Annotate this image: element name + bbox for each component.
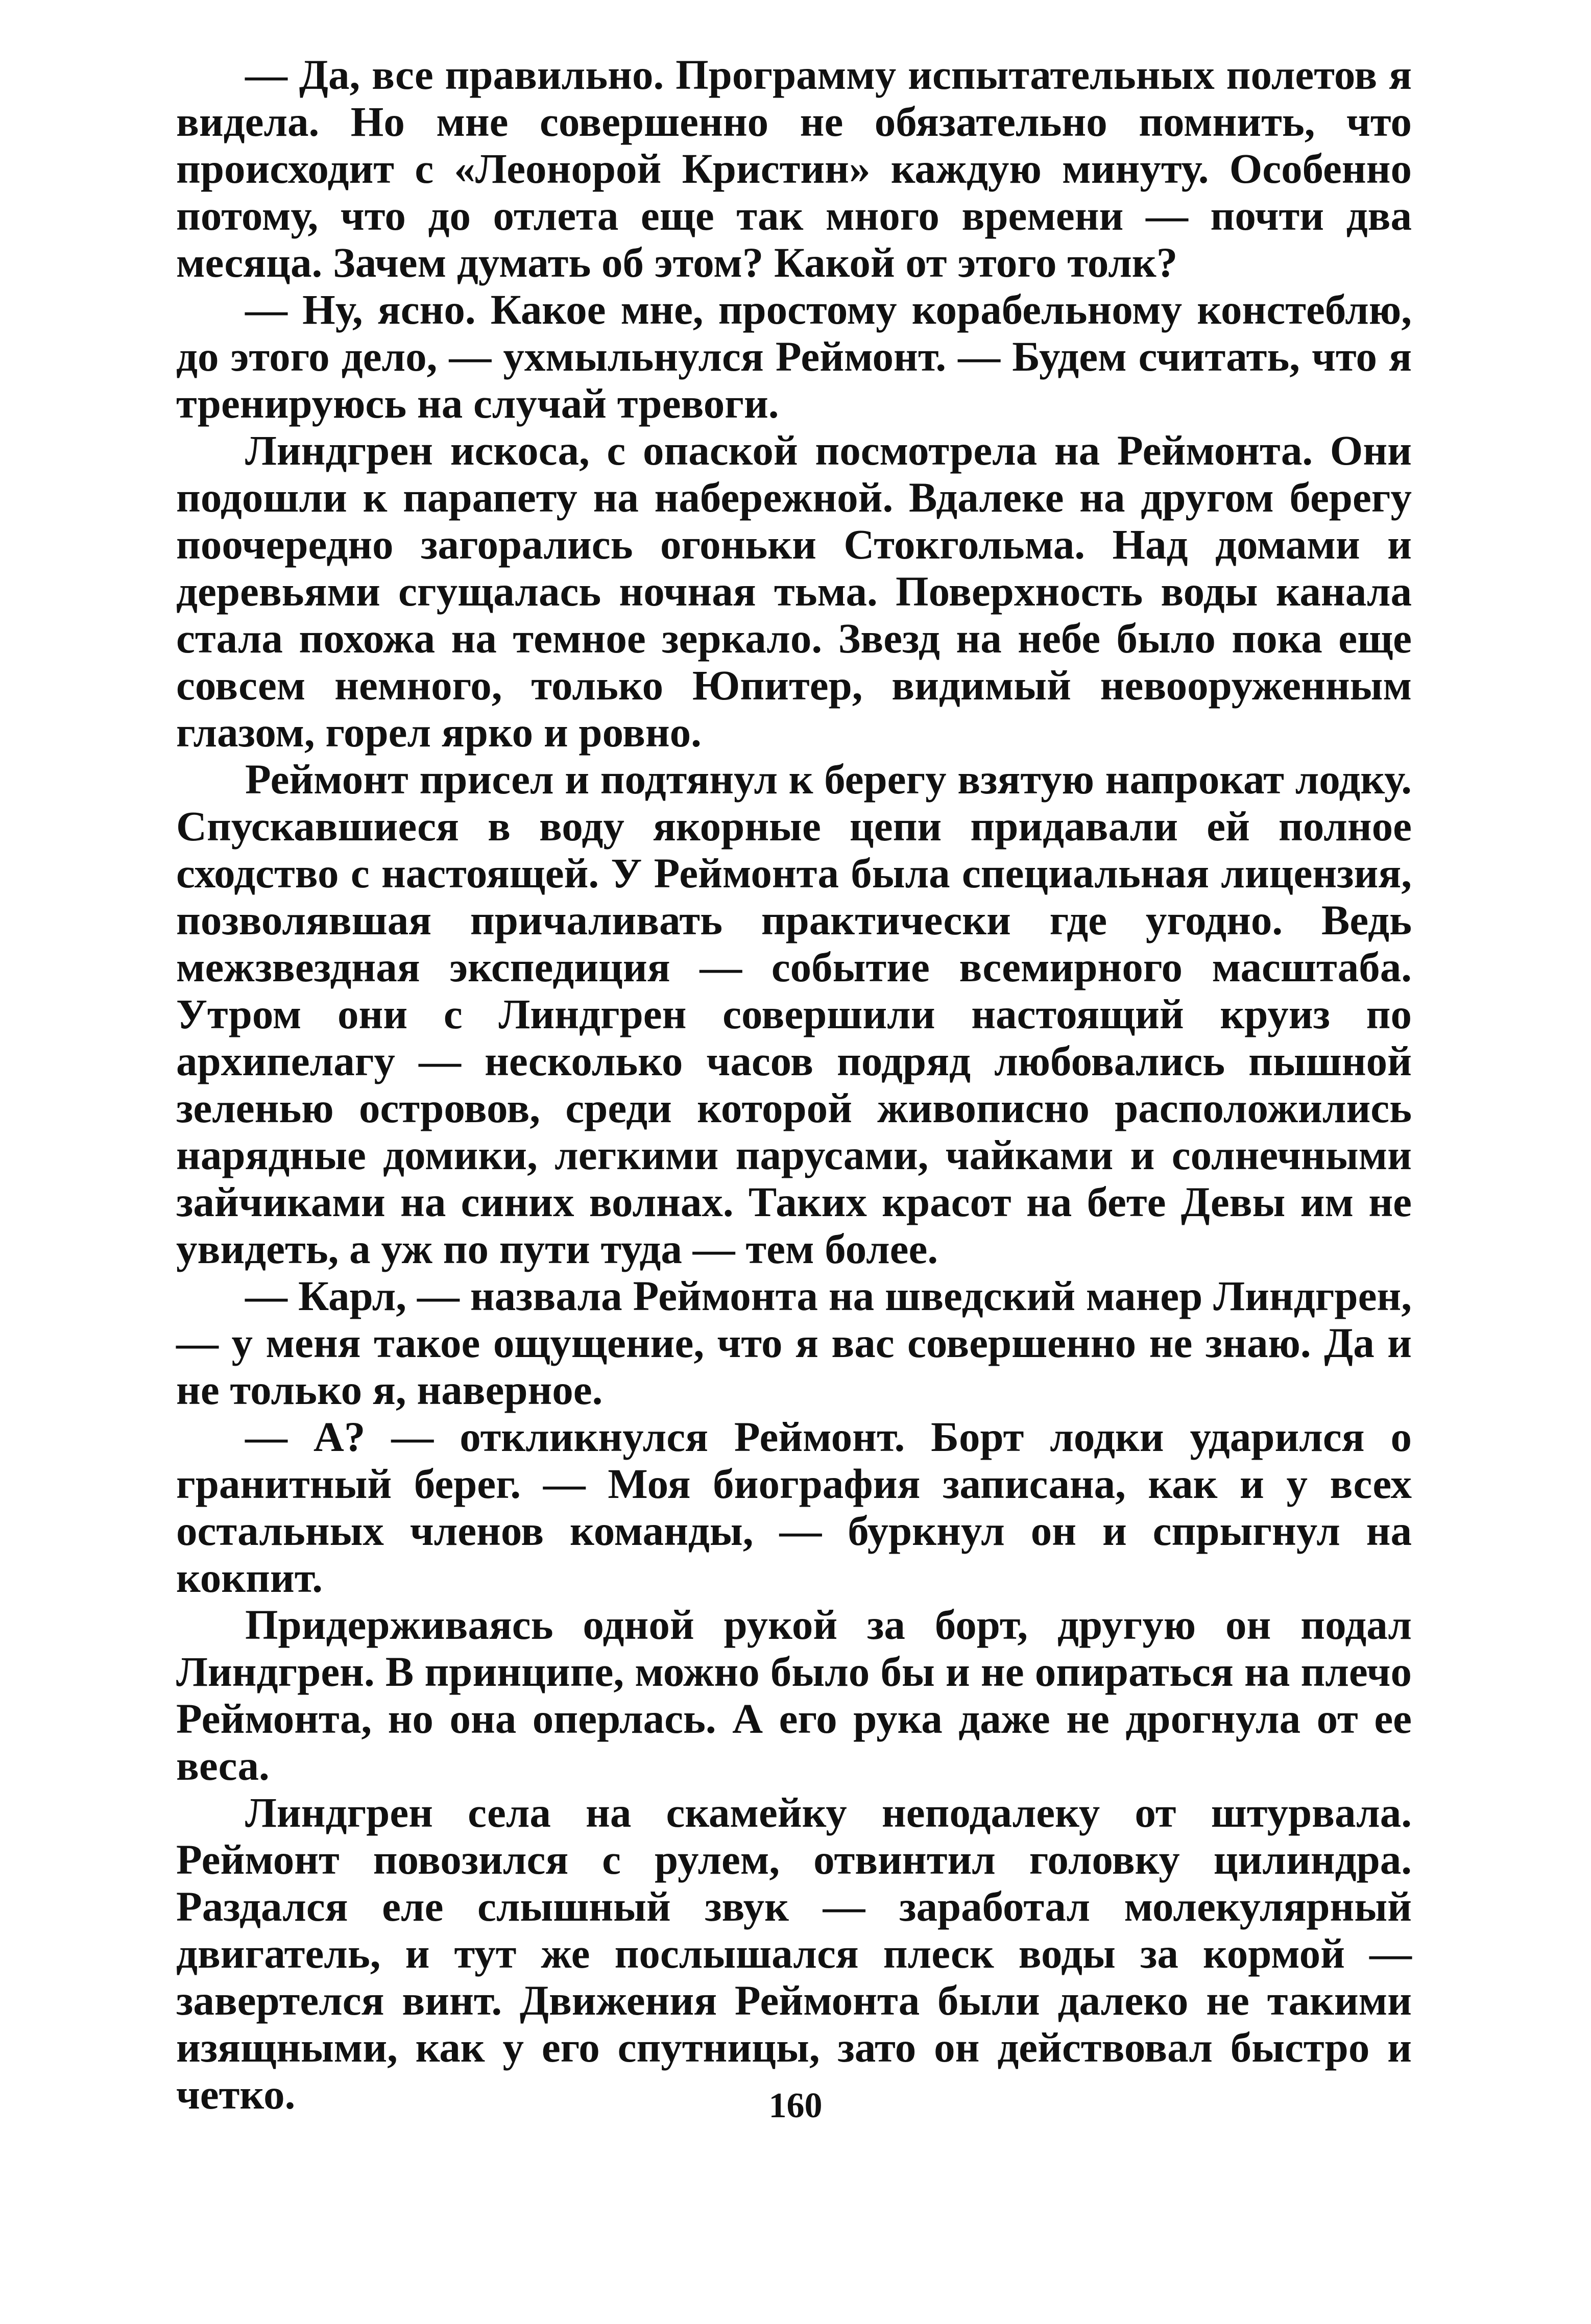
paragraph-5: — Карл, — назвала Реймонта на шведский манер Линдгрен, — у меня такое ощущение, что я вас совершенно не знаю. Да и не только я, наверное. xyxy=(176,1272,1412,1413)
page-number: 160 xyxy=(768,2086,823,2125)
paragraph-6: — А? — откликнулся Реймонт. Борт лодки ударился о гранитный берег. — Моя биография записана, как и у всех остальных членов команды, — буркнул он и спрыгнул на кокпит. xyxy=(176,1413,1412,1601)
paragraph-7: Придерживаясь одной рукой за борт, другую он подал Линдгрен. В принципе, можно было бы и не опираться на плечо Реймонта, но она оперлась. А его рука даже не дрогнула от ее веса. xyxy=(176,1601,1412,1789)
page-body xyxy=(176,51,1412,2118)
paragraph-3: Линдгрен искоса, с опаской посмотрела на Реймонта. Они подошли к парапету на набережной. Вдалеке на другом берегу поочередно загорались огоньки Стокгольма. Над домами и деревьями сгущалась ночная тьма. Поверхность воды канала стала похожа на темное зеркало. Звезд на небе было пока еще совсем немного, только Юпитер, видимый невооруженным глазом, горел ярко и ровно. xyxy=(176,427,1412,756)
paragraph-4: Реймонт присел и подтянул к берегу взятую напрокат лодку. Спускавшиеся в воду якорные цепи придавали ей полное сходство с настоящей. У Реймонта была специальная лицензия, позволявшая причаливать практически где угодно. Ведь межзвездная экспедиция — событие всемирного масштаба. Утром они с Линдгрен совершили настоящий круиз по архипелагу — несколько часов подряд любовались пышной зеленью островов, среди которой живописно расположились нарядные домики, легкими парусами, чайками и солнечными зайчиками на синих волнах. Таких красот на бете Девы им не увидеть, а уж по пути туда — тем более. xyxy=(176,756,1412,1272)
paragraph-8: Линдгрен села на скамейку неподалеку от штурвала. Реймонт повозился с рулем, отвинтил головку цилиндра. Раздался еле слышный звук — заработал молекулярный двигатель, и тут же послышался плеск воды за кормой — завертелся винт. Движения Реймонта были далеко не такими изящными, как у его спутницы, зато он действовал быстро и четко. xyxy=(176,1789,1412,2118)
paragraph-1: — Да, все правильно. Программу испытательных полетов я видела. Но мне совершенно не обязательно помнить, что происходит с «Леонорой Кристин» каждую минуту. Особенно потому, что до отлета еще так много времени — почти два месяца. Зачем думать об этом? Какой от этого толк? xyxy=(176,51,1412,286)
paragraph-2: — Ну, ясно. Какое мне, простому корабельному констеблю, до этого дело, — ухмыльнулся Реймонт. — Будем считать, что я тренируюсь на случай тревоги. xyxy=(176,286,1412,427)
